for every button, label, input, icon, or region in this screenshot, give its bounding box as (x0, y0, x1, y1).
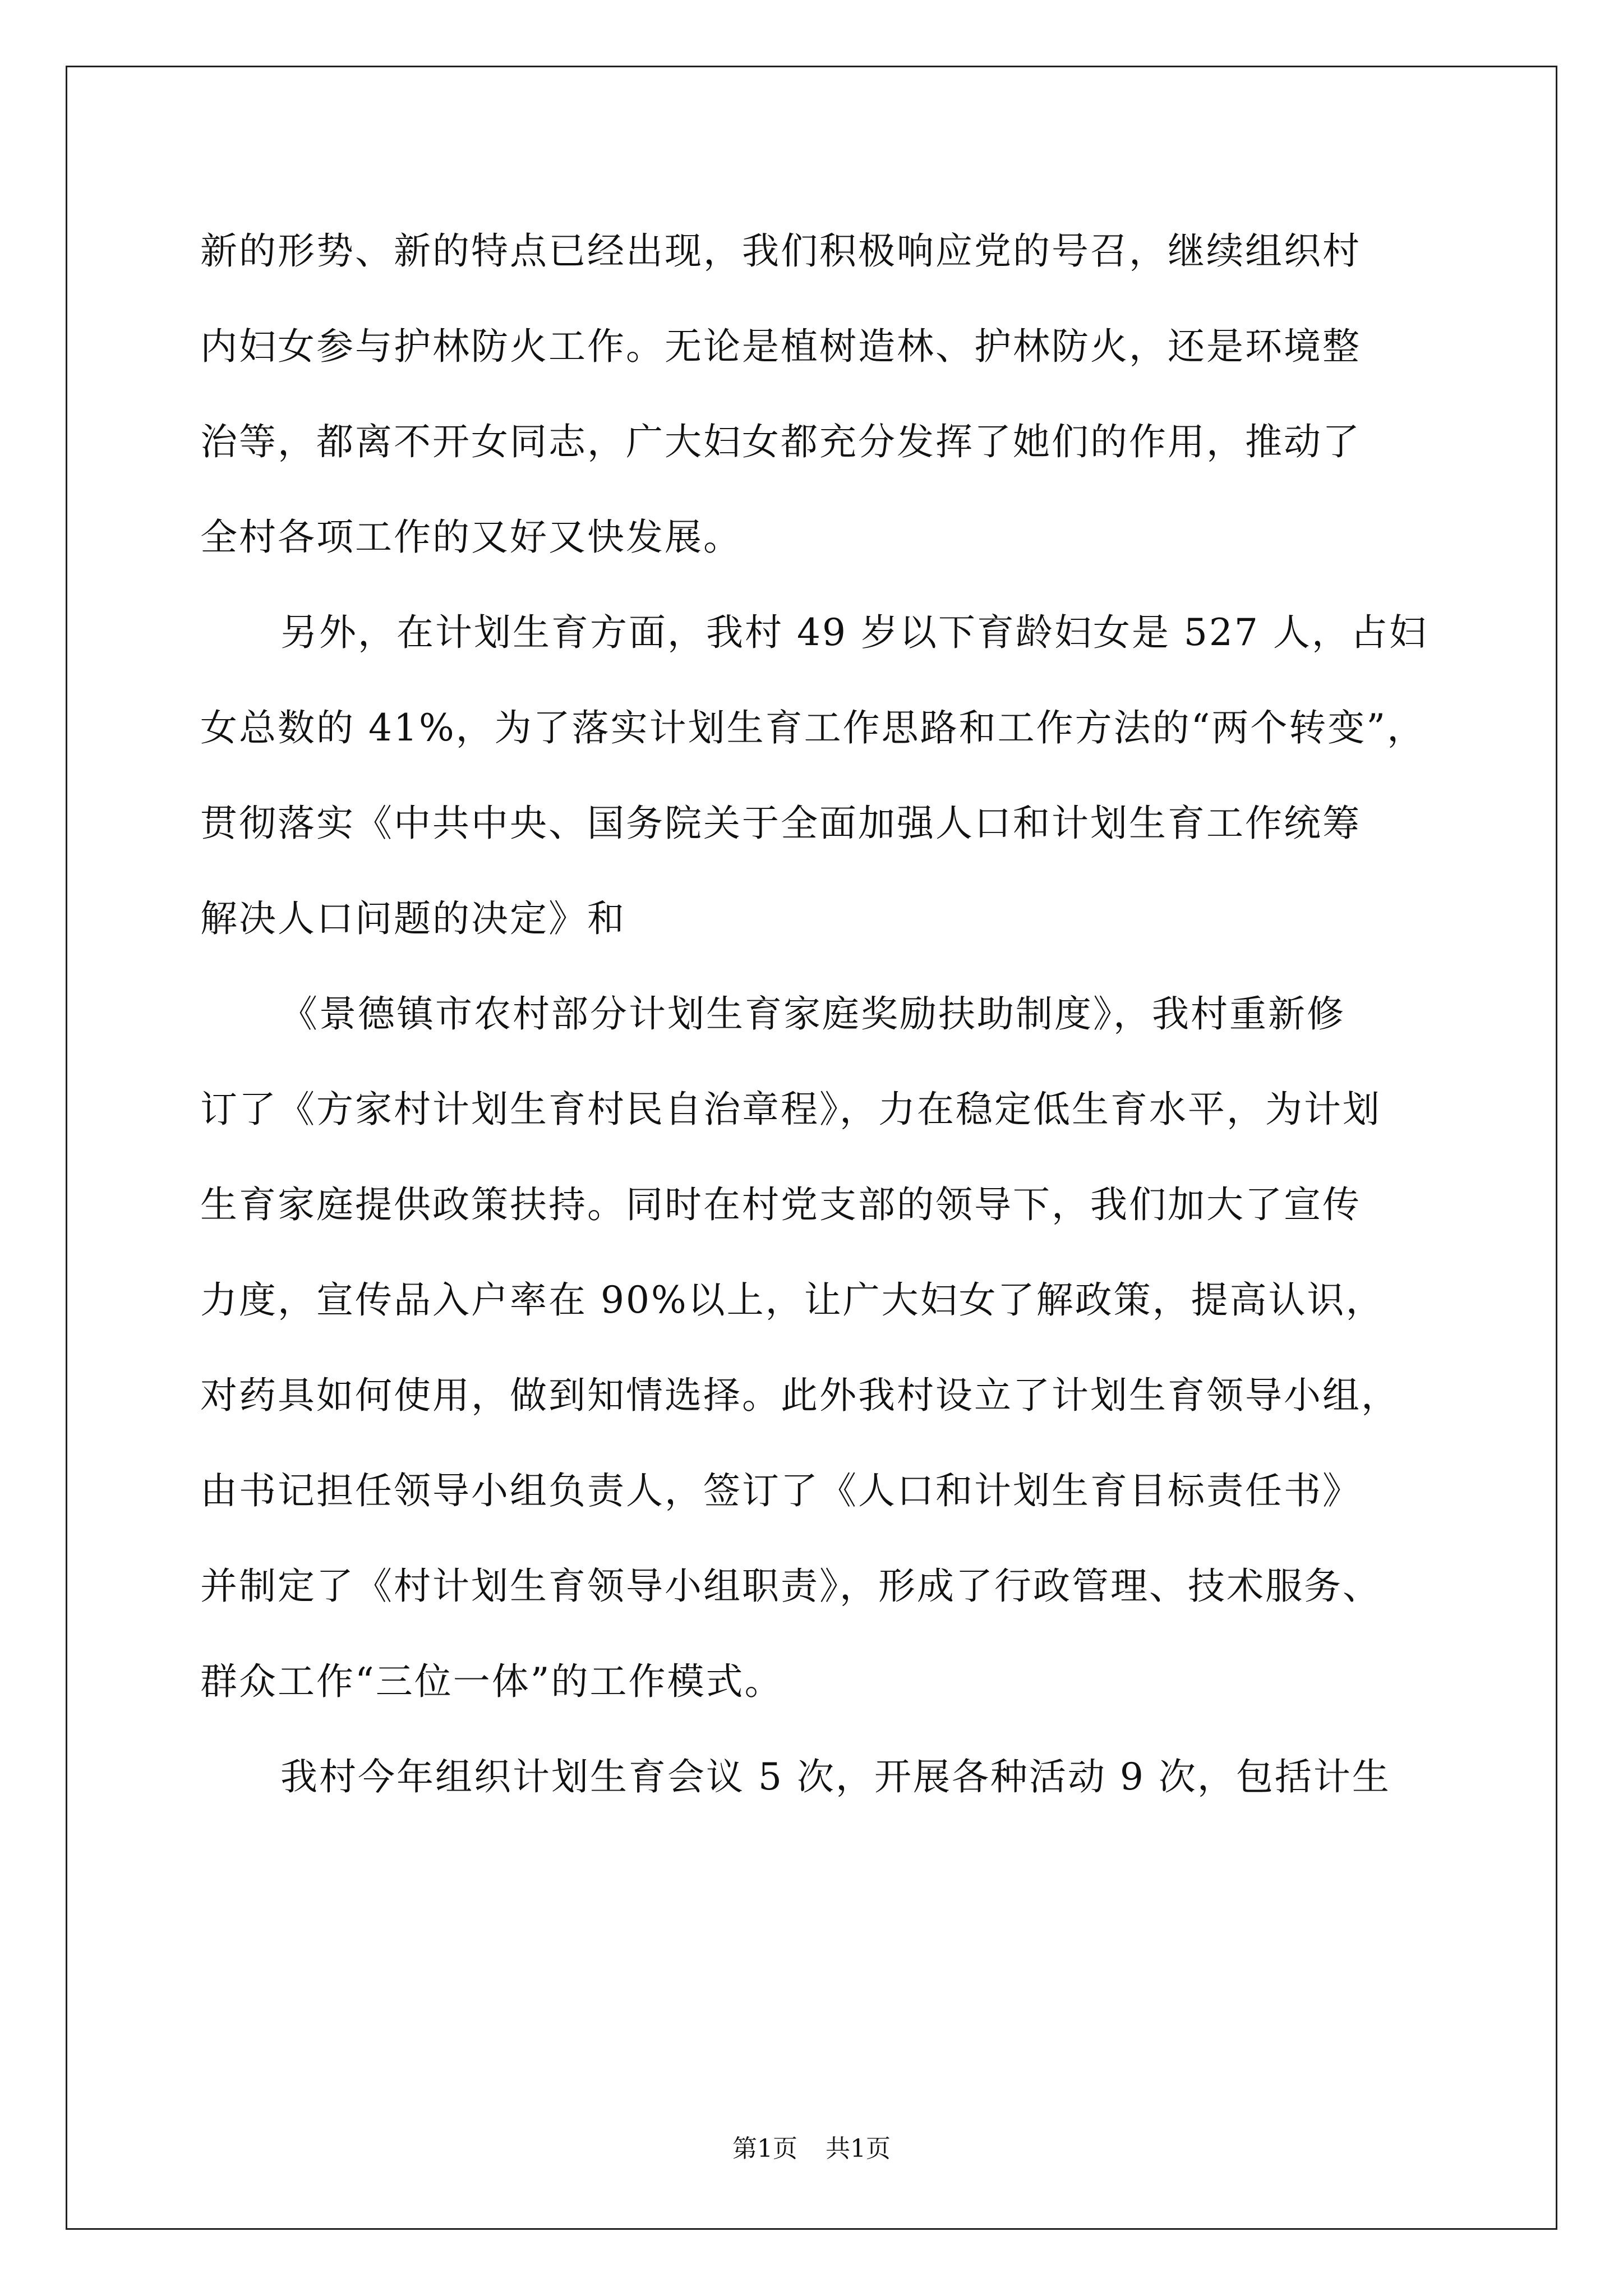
page-number-total: 共1页 (826, 2134, 891, 2163)
text-line: 我村今年组织计划生育会议 5 次，开展各种活动 9 次，包括计生 (280, 1755, 1391, 1798)
text-line: 女总数的 41%，为了落实计划生育工作思路和工作方法的“两个转变”， (200, 706, 1426, 749)
text-line: 新的形势、新的特点已经出现，我们积极响应党的号召，继续组织村 (200, 229, 1361, 273)
text-line: 生育家庭提供政策扶持。同时在村党支部的领导下，我们加大了宣传 (200, 1183, 1361, 1226)
page-frame (66, 66, 1557, 2230)
text-line: 另外，在计划生育方面，我村 49 岁以下育龄妇女是 527 人，占妇 (280, 611, 1428, 654)
text-line: 群众工作“三位一体”的工作模式。 (200, 1660, 783, 1703)
text-line: 治等，都离不开女同志，广大妇女都充分发挥了她们的作用，推动了 (200, 420, 1361, 463)
text-line: 力度，宣传品入户率在 90%以上，让广大妇女了解政策，提高认识， (200, 1278, 1385, 1322)
text-line: 并制定了《村计划生育领导小组职责》，形成了行政管理、技术服务、 (200, 1565, 1381, 1608)
text-line: 贯彻落实《中共中央、国务院关于全面加强人口和计划生育工作统筹 (200, 802, 1361, 845)
text-line: 订了《方家村计划生育村民自治章程》，力在稳定低生育水平，为计划 (200, 1088, 1381, 1131)
text-line: 《景德镇市农村部分计划生育家庭奖励扶助制度》，我村重新修 (280, 992, 1345, 1036)
text-line: 全村各项工作的又好又快发展。 (200, 516, 742, 559)
text-line: 由书记担任领导小组负责人，签订了《人口和计划生育目标责任书》 (200, 1469, 1361, 1512)
page-footer (0, 2133, 1623, 2165)
page-number-current: 第1页 (732, 2134, 797, 2163)
text-line: 内妇女参与护林防火工作。无论是植树造林、护林防火，还是环境整 (200, 325, 1361, 368)
text-line: 解决人口问题的决定》和 (200, 897, 626, 940)
text-line: 对药具如何使用，做到知情选择。此外我村设立了计划生育领导小组， (200, 1374, 1400, 1417)
